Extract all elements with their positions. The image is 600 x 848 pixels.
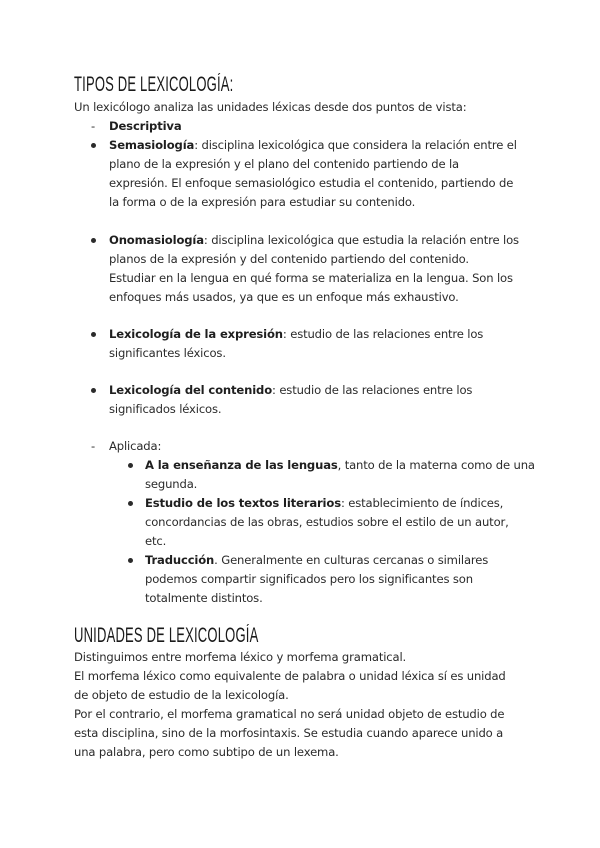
paragraph-line: Por el contrario, el morfema gramatical no será unidad objeto de estudio de xyxy=(74,707,505,721)
onomasiologia-line-1 xyxy=(109,231,519,250)
paragraph-line: Distinguimos entre morfema léxico y morfema gramatical. xyxy=(74,650,407,664)
dash-marker: - xyxy=(91,439,96,453)
ensenanza-line-2: segunda. xyxy=(145,477,198,491)
section-title-tipos: TIPOS DE LEXICOLOGÍA: xyxy=(74,73,234,96)
paragraph-line: de objeto de estudio de la lexicología. xyxy=(74,688,289,702)
bullet-dot xyxy=(128,463,133,468)
dash-marker: - xyxy=(91,119,96,133)
bullet-dot xyxy=(128,558,133,563)
section-title-unidades: UNIDADES DE LEXICOLOGÍA xyxy=(74,624,259,647)
bullet-dot xyxy=(128,501,133,506)
onomasiologia-line-2: planos de la expresión y del contenido partiendo del contenido. xyxy=(109,252,469,266)
lex-contenido-term: Lexicología del contenido xyxy=(109,383,273,397)
lex-expresion-line-1-text: : estudio de las relaciones entre los xyxy=(282,327,484,341)
paragraph-line: esta disciplina, sino de la morfosintaxis. Se estudia cuando aparece unido a xyxy=(74,726,504,740)
onomasiologia-line-4: enfoques más usados, ya que es un enfoque más exhaustivo. xyxy=(109,290,459,304)
textos-term: Estudio de los textos literarios xyxy=(145,496,341,510)
traduccion-line-2: podemos compartir significados pero los significantes son xyxy=(145,572,473,586)
textos-line-3: etc. xyxy=(145,534,167,548)
semasiologia-line-1-text: : disciplina lexicológica que considera la relación entre el xyxy=(194,138,517,152)
traduccion-line-3: totalmente distintos. xyxy=(145,591,263,605)
onomasiologia-line-3: Estudiar en la lengua en qué forma se materializa en la lengua. Son los xyxy=(109,271,513,285)
semasiologia-line-1 xyxy=(109,136,517,155)
bullet-dot xyxy=(91,143,96,148)
semasiologia-line-4: la forma o de la expresión para estudiar su contenido. xyxy=(109,195,416,209)
lex-contenido-line-1 xyxy=(109,381,472,400)
onomasiologia-term: Onomasiología xyxy=(109,233,204,247)
ensenanza-line-1 xyxy=(145,456,535,475)
lex-contenido-line-1-text: : estudio de las relaciones entre los xyxy=(272,383,473,397)
bullet-dot xyxy=(91,332,96,337)
onomasiologia-line-1-text: : disciplina lexicológica que estudia la relación entre los xyxy=(203,233,519,247)
list-item-aplicada: Aplicada: xyxy=(109,439,162,453)
list-item-descriptiva xyxy=(109,117,182,136)
ensenanza-line-1-text: , tanto de la materna como de una xyxy=(337,458,535,472)
semasiologia-term: Semasiología xyxy=(109,138,195,152)
semasiologia-line-2: plano de la expresión y el plano del contenido partiendo de la xyxy=(109,157,459,171)
intro-text: Un lexicólogo analiza las unidades léxicas desde dos puntos de vista: xyxy=(74,100,467,114)
textos-line-1-text: : establecimiento de índices, xyxy=(340,496,504,510)
ensenanza-term: A la enseñanza de las lenguas xyxy=(145,458,338,472)
lex-expresion-line-1 xyxy=(109,325,483,344)
textos-line-1 xyxy=(145,494,503,513)
paragraph-line: El morfema léxico como equivalente de palabra o unidad léxica sí es unidad xyxy=(74,669,506,683)
bullet-dot xyxy=(91,388,96,393)
lex-contenido-line-2: significados léxicos. xyxy=(109,402,222,416)
paragraph-line: una palabra, pero como subtipo de un lexema. xyxy=(74,745,339,759)
lex-expresion-term: Lexicología de la expresión xyxy=(109,327,283,341)
descriptiva-label: Descriptiva xyxy=(109,119,182,133)
lex-expresion-line-2: significantes léxicos. xyxy=(109,346,226,360)
bullet-dot xyxy=(91,238,96,243)
semasiologia-line-3: expresión. El enfoque semasiológico estudia el contenido, partiendo de xyxy=(109,176,514,190)
traduccion-line-1 xyxy=(145,551,488,570)
traduccion-term: Traducción xyxy=(145,553,215,567)
traduccion-line-1-text: . Generalmente en culturas cercanas o similares xyxy=(214,553,489,567)
textos-line-2: concordancias de las obras, estudios sobre el estilo de un autor, xyxy=(145,515,509,529)
